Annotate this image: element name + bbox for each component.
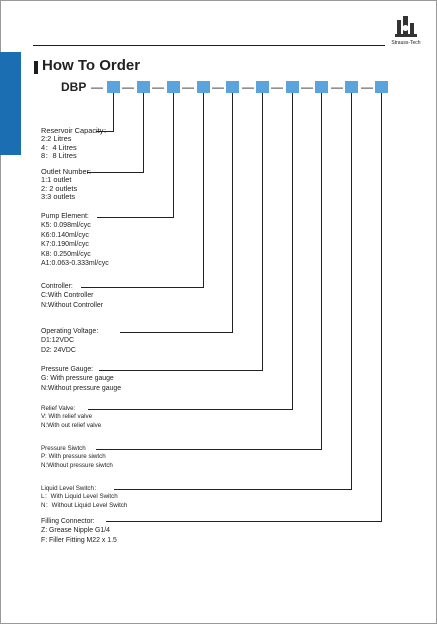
group-label: Pump Element: xyxy=(41,213,89,220)
connector-line xyxy=(113,93,114,131)
option-item: 1:1 outlet xyxy=(41,175,72,185)
product-code: DBP xyxy=(61,80,87,94)
option-item: K7:0.190ml/cyc xyxy=(41,241,89,249)
connector-line xyxy=(143,93,144,172)
group-label: Pressure Siwtch xyxy=(41,445,86,452)
connector-line xyxy=(88,409,293,410)
group-label: Liquid Level Switch： xyxy=(41,485,101,492)
connector-line xyxy=(99,370,263,371)
connector-line xyxy=(381,93,382,521)
company-logo xyxy=(386,14,426,46)
code-separator: — xyxy=(182,80,194,94)
option-item: N:With out relief valve xyxy=(41,421,102,429)
code-box-pressure-gauge xyxy=(256,81,269,93)
option-group-filling-connector xyxy=(41,517,117,545)
connector-line xyxy=(232,93,233,332)
group-label: Controller: xyxy=(41,283,73,290)
option-item: L：With Liquid Level Switch xyxy=(41,493,118,501)
option-item: N:Without pressure gauge xyxy=(41,384,122,392)
option-item: K8: 0.250ml/cyc xyxy=(41,250,91,258)
page-title: How To Order xyxy=(42,57,141,74)
connector-line xyxy=(120,332,233,333)
connector-line xyxy=(114,489,352,490)
connector-line xyxy=(106,521,382,522)
connector-line xyxy=(173,93,174,217)
header-rule xyxy=(33,45,385,46)
connector-line xyxy=(292,93,293,409)
group-label: Pressure Gauge: xyxy=(41,366,94,373)
option-group-pressure-switch xyxy=(41,445,113,470)
option-item: N：Without Liquid Level Switch xyxy=(41,501,128,509)
group-label: Reservoir Capacity： xyxy=(41,126,111,135)
code-box-level-switch xyxy=(345,81,358,93)
option-item: F: Filler Fitting M22 x 1.5 xyxy=(41,536,117,544)
option-item: 4：4 Litres xyxy=(41,142,77,152)
option-item: 8：8 Litres xyxy=(41,151,77,161)
option-item: C:With Controller xyxy=(41,292,94,300)
code-separator: — xyxy=(242,80,254,94)
code-box-pressure-switch xyxy=(315,81,328,93)
code-separator: — xyxy=(301,80,313,94)
option-item: 3:3 outlets xyxy=(41,192,76,202)
code-separator: — xyxy=(271,80,283,94)
option-item: 2: 2 outlets xyxy=(41,183,78,193)
option-item: 2:2 Litres xyxy=(41,134,72,144)
option-item: N:Without pressure siwtch xyxy=(41,461,113,469)
side-tab xyxy=(0,52,21,155)
logo-text: Strauss-Tech xyxy=(391,40,421,46)
option-group-outlet xyxy=(41,168,91,202)
option-item: K5: 0.098ml/cyc xyxy=(41,222,91,230)
connector-line xyxy=(203,93,204,287)
connector-line xyxy=(96,449,322,450)
code-box-voltage xyxy=(226,81,239,93)
connector-line xyxy=(262,93,263,370)
code-box-filling-connector xyxy=(375,81,388,93)
option-group-controller xyxy=(41,282,103,310)
option-item: V: With relief valve xyxy=(41,413,93,421)
connector-line xyxy=(321,93,322,449)
group-label: Operating Voltage： xyxy=(41,328,104,335)
group-label: Filling Connector: xyxy=(41,518,95,525)
option-item: P: With pressure siwtch xyxy=(41,453,106,461)
code-box-outlet xyxy=(137,81,150,93)
option-group-voltage xyxy=(41,327,103,355)
connector-line xyxy=(351,93,352,489)
code-box-pump-element xyxy=(167,81,180,93)
code-box-reservoir xyxy=(107,81,120,93)
option-item: G: With pressure gauge xyxy=(41,375,114,383)
option-group-level-switch xyxy=(41,485,127,510)
group-label: Relief Valve: xyxy=(41,405,76,412)
option-group-pump-element xyxy=(41,212,109,268)
code-box-controller xyxy=(197,81,210,93)
option-item: N:Without Controller xyxy=(41,301,104,309)
code-separator: — xyxy=(122,80,134,94)
option-item: D2: 24VDC xyxy=(41,346,76,354)
title-marker xyxy=(34,61,38,74)
code-box-relief-valve xyxy=(286,81,299,93)
option-item: Z: Grease Nipple G1/4 xyxy=(41,527,110,535)
code-separator: — xyxy=(91,80,103,94)
code-separator: — xyxy=(152,80,164,94)
code-separator: — xyxy=(361,80,373,94)
option-item: D1:12VDC xyxy=(41,337,74,345)
option-group-pressure-gauge xyxy=(41,365,121,393)
option-item: K6:0.140ml/cyc xyxy=(41,231,89,239)
option-group-reservoir xyxy=(41,127,111,161)
code-separator: — xyxy=(212,80,224,94)
group-label: Outlet Number: xyxy=(41,167,92,176)
connector-line xyxy=(87,172,144,173)
code-separator: — xyxy=(331,80,343,94)
option-group-relief-valve xyxy=(41,405,101,430)
option-item: A1:0.063-0.333ml/cyc xyxy=(41,260,109,268)
logo-mark-icon xyxy=(394,14,418,40)
